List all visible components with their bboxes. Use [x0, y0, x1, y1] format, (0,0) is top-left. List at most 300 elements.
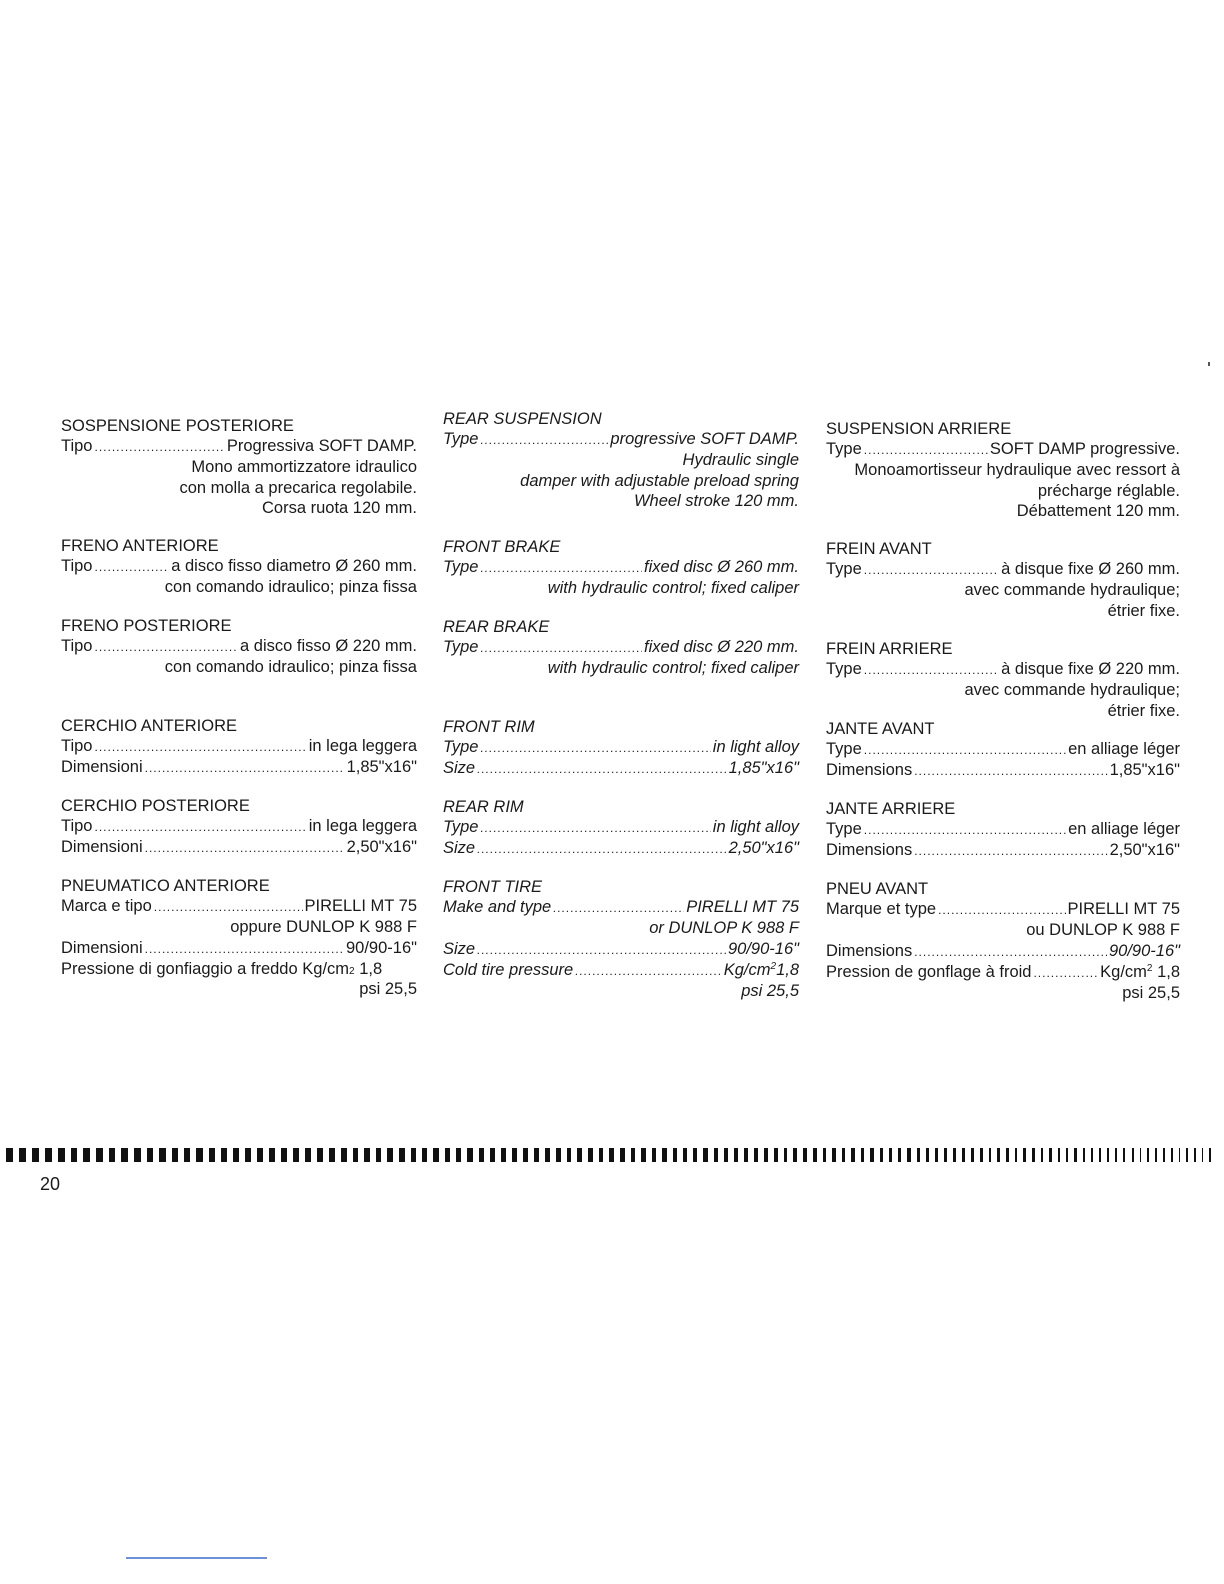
rule-bar [147, 1148, 154, 1162]
rule-bar [6, 1148, 13, 1162]
rule-bar [683, 1148, 687, 1162]
rule-bar [479, 1148, 484, 1162]
section-title: FRONT RIM [443, 718, 535, 736]
spec-label: Size [443, 759, 476, 778]
spec-row [61, 436, 417, 457]
spec-value: 90/90-16" [1109, 941, 1180, 960]
leader-dots [145, 758, 345, 778]
spec-value: a disco fisso diametro Ø 260 mm. [171, 557, 417, 576]
section-title: SOSPENSIONE POSTERIORE [61, 417, 294, 435]
rule-bar [577, 1148, 582, 1162]
spec-value: Progressiva SOFT DAMP. [226, 437, 417, 456]
leader-dots [864, 820, 1066, 840]
pressure-unit: Kg/cm [302, 959, 350, 978]
rule-bar [953, 1148, 956, 1162]
rule-bar [422, 1148, 427, 1162]
rule-bar [1049, 1148, 1051, 1162]
rule-bar [523, 1148, 528, 1162]
rule-bar [997, 1148, 1000, 1162]
spec-label: Type [443, 738, 479, 757]
rule-bar [172, 1148, 178, 1162]
rule-bar [673, 1148, 677, 1162]
leader-dots [95, 437, 225, 457]
spec-row [826, 659, 1180, 680]
rule-bar [832, 1148, 836, 1162]
fr-rear-rim [826, 799, 1180, 862]
spec-continuation: con molla a precarica regolabile. [179, 478, 417, 497]
spec-row [826, 899, 1180, 920]
pressure-value: 1,8 [776, 960, 799, 979]
spec-continuation: psi 25,5 [741, 982, 799, 1001]
spec-row [443, 838, 799, 859]
spec-row [826, 739, 1180, 760]
spec-row [61, 938, 417, 959]
spec-row [826, 819, 1180, 840]
leader-dots [145, 838, 345, 858]
section-title: FRENO ANTERIORE [61, 537, 219, 555]
spec-continuation: Mono ammortizzatore idraulico [191, 458, 417, 477]
it-front-brake [61, 536, 417, 598]
spec-label: Type [443, 558, 479, 577]
rule-bar [842, 1148, 846, 1162]
rule-bar [1147, 1148, 1149, 1162]
rule-bar [693, 1148, 697, 1162]
rule-bar [1155, 1148, 1157, 1162]
spec-label: Dimensioni [61, 758, 143, 777]
leader-dots [477, 839, 726, 859]
pressure-value: 1,8 [359, 959, 383, 978]
rule-bar [599, 1148, 604, 1162]
spec-label: Marca e tipo [61, 897, 152, 916]
rule-bar [387, 1148, 393, 1162]
spec-row [443, 737, 799, 758]
rule-bar [433, 1148, 438, 1162]
rule-bar [281, 1148, 287, 1162]
it-rear-suspension [61, 416, 417, 518]
spec-continuation: con comando idraulico; pinza fissa [164, 658, 417, 677]
rule-bar [944, 1148, 947, 1162]
spec-value: 1,85"x16" [346, 758, 417, 777]
rule-bar [1091, 1148, 1093, 1162]
rule-bar [399, 1148, 405, 1162]
rule-bar [159, 1148, 165, 1162]
rule-bar [764, 1148, 768, 1162]
rule-bar [1032, 1148, 1035, 1162]
spec-value: 90/90-16" [346, 938, 417, 957]
rule-bar [1132, 1148, 1134, 1162]
rule-bar [1115, 1148, 1117, 1162]
spec-row [826, 760, 1180, 781]
spec-label: Type [826, 560, 862, 579]
rule-bar [793, 1148, 797, 1162]
spec-row [443, 637, 799, 658]
spec-continuation: psi 25,5 [359, 980, 417, 999]
spec-label: Pressione di gonfiaggio a freddo [61, 959, 298, 978]
rule-bar [1006, 1148, 1009, 1162]
section-title: REAR SUSPENSION [443, 410, 602, 428]
fr-rear-suspension [826, 419, 1180, 521]
rule-bar [813, 1148, 817, 1162]
fr-rear-brake [826, 639, 1180, 721]
spec-continuation: avec commande hydraulique; [964, 581, 1180, 600]
rule-bar [233, 1148, 239, 1162]
leader-dots [480, 638, 642, 658]
it-front-rim [61, 716, 417, 779]
spec-value: 2,50"x16" [346, 838, 417, 857]
rule-bar [32, 1148, 39, 1162]
leader-dots [914, 761, 1107, 781]
rule-bar [898, 1148, 901, 1162]
rule-bar [703, 1148, 707, 1162]
rule-bar [823, 1148, 827, 1162]
spec-continuation: précharge réglable. [1037, 481, 1180, 500]
leader-dots [145, 939, 344, 959]
section-title: FRENO POSTERIORE [61, 617, 232, 635]
spec-value: in light alloy [712, 818, 799, 837]
scan-speck [1208, 362, 1210, 366]
spec-continuation: Monoamortisseur hydraulique avec ressort à [854, 461, 1180, 480]
spec-row [61, 736, 417, 757]
rule-bar [1140, 1148, 1142, 1162]
spec-continuation: avec commande hydraulique; [964, 681, 1180, 700]
rule-bar [1023, 1148, 1026, 1162]
rule-bar [1083, 1148, 1085, 1162]
leader-dots [95, 737, 307, 757]
spec-label: Type [826, 820, 862, 839]
rule-bar [631, 1148, 636, 1162]
spec-label: Type [443, 638, 479, 657]
section-title: REAR RIM [443, 798, 524, 816]
spec-continuation: étrier fixe. [1107, 701, 1180, 720]
rule-bar [1186, 1148, 1188, 1162]
spec-label: Dimensions [826, 941, 913, 960]
section-title: PNEUMATICO ANTERIORE [61, 877, 270, 895]
spec-value: 2,50"x16" [1109, 841, 1180, 860]
spec-label: Dimensions [826, 761, 913, 780]
spec-value: 2,50"x16" [728, 839, 799, 858]
leader-dots [154, 897, 303, 917]
section-title: FRONT TIRE [443, 878, 542, 896]
it-rear-brake [61, 616, 417, 678]
spec-continuation: or DUNLOP K 988 F [649, 919, 799, 938]
leader-dots [864, 560, 999, 580]
rule-bar [926, 1148, 929, 1162]
rule-bar [1099, 1148, 1101, 1162]
rule-bar [734, 1148, 738, 1162]
rule-bar [293, 1148, 299, 1162]
rule-bar [545, 1148, 550, 1162]
spec-label: Tipo [61, 437, 93, 456]
rule-bar [861, 1148, 864, 1162]
it-rear-rim [61, 796, 417, 859]
rule-bar [851, 1148, 855, 1162]
rule-bar [980, 1148, 983, 1162]
spec-continuation: Débattement 120 mm. [1016, 501, 1180, 520]
spec-label: Type [826, 660, 862, 679]
spec-continuation: damper with adjustable preload spring [520, 471, 799, 490]
rule-bar [221, 1148, 227, 1162]
rule-bar [353, 1148, 359, 1162]
rule-bar [588, 1148, 593, 1162]
section-title: JANTE ARRIERE [826, 800, 956, 818]
rule-bar [620, 1148, 625, 1162]
rule-bar [364, 1148, 370, 1162]
rule-bar [501, 1148, 506, 1162]
leader-dots [477, 940, 726, 960]
spec-label: Dimensioni [61, 938, 143, 957]
spec-value: PIRELLI MT 75 [1067, 900, 1180, 919]
rule-bar [71, 1148, 78, 1162]
spec-row [443, 429, 799, 450]
spec-label: Type [443, 430, 479, 449]
spec-row [443, 557, 799, 578]
spec-label: Dimensioni [61, 838, 143, 857]
rule-bar [1163, 1148, 1165, 1162]
leader-dots [480, 738, 710, 758]
spec-value: 1,85"x16" [728, 759, 799, 778]
leader-dots [480, 818, 710, 838]
rule-bar [534, 1148, 539, 1162]
en-rear-rim [443, 797, 799, 860]
rule-bar [803, 1148, 807, 1162]
spec-value: 1,85"x16" [1109, 761, 1180, 780]
rule-bar [1058, 1148, 1060, 1162]
spec-value: 90/90-16" [728, 939, 799, 958]
spec-value: PIRELLI MT 75 [686, 898, 799, 917]
spec-label: Size [443, 839, 476, 858]
rule-bar [467, 1148, 472, 1162]
spec-row [826, 840, 1180, 861]
spec-label: Tipo [61, 557, 93, 576]
rule-bar [376, 1148, 382, 1162]
section-title: JANTE AVANT [826, 720, 935, 738]
spec-row [443, 758, 799, 779]
leader-dots [95, 557, 170, 577]
rule-bar [1171, 1148, 1173, 1162]
leader-dots [914, 841, 1107, 861]
it-front-tire [61, 876, 417, 999]
leader-dots [864, 660, 999, 680]
spec-value: in lega leggera [308, 817, 417, 836]
spec-label: Type [826, 440, 862, 459]
en-front-brake [443, 537, 799, 599]
spec-value: à disque fixe Ø 220 mm. [1001, 660, 1180, 679]
spec-value: fixed disc Ø 260 mm. [644, 558, 799, 577]
rule-bar [456, 1148, 461, 1162]
gradient-bar-rule [6, 1148, 1212, 1162]
rule-bar [209, 1148, 215, 1162]
rule-bar [641, 1148, 646, 1162]
fr-front-brake [826, 539, 1180, 621]
spec-row [61, 636, 417, 657]
fr-front-rim [826, 719, 1180, 782]
rule-bar [609, 1148, 614, 1162]
pressure-unit: Kg/cm [1100, 962, 1147, 981]
rule-bar [96, 1148, 103, 1162]
leader-dots [938, 900, 1065, 920]
spec-continuation: étrier fixe. [1107, 601, 1180, 620]
spec-row [61, 837, 417, 858]
rule-bar [971, 1148, 974, 1162]
leader-dots [575, 961, 722, 981]
en-front-tire [443, 877, 799, 1001]
pressure-unit: Kg/cm [723, 960, 771, 979]
leader-dots [1033, 963, 1098, 983]
spec-row [443, 939, 799, 960]
rule-bar [1179, 1148, 1181, 1162]
rule-bar [907, 1148, 910, 1162]
spec-label: Pression de gonflage à froid [826, 962, 1032, 981]
rule-bar [1202, 1148, 1204, 1162]
spec-value: a disco fisso Ø 220 mm. [240, 637, 417, 656]
en-rear-brake [443, 617, 799, 679]
spec-continuation: ou DUNLOP K 988 F [1026, 921, 1180, 940]
rule-bar [880, 1148, 883, 1162]
rule-bar [652, 1148, 656, 1162]
unit-exponent: 2 [1146, 962, 1153, 974]
rule-bar [184, 1148, 190, 1162]
spec-value: fixed disc Ø 220 mm. [644, 638, 799, 657]
rule-bar [1041, 1148, 1044, 1162]
spec-value: in lega leggera [308, 737, 417, 756]
rule-bar [317, 1148, 323, 1162]
spec-label: Tipo [61, 817, 93, 836]
rule-bar [19, 1148, 26, 1162]
rule-bar [45, 1148, 52, 1162]
pressure-value: 1,8 [1157, 962, 1180, 981]
rule-bar [109, 1148, 116, 1162]
section-title: SUSPENSION ARRIERE [826, 420, 1012, 438]
section-title: PNEU AVANT [826, 880, 929, 898]
pressure-row: Pressione di gonfiaggio a freddo Kg/cm 2 1,8 [61, 959, 383, 978]
spec-row [61, 816, 417, 837]
spec-value: PIRELLI MT 75 [304, 897, 417, 916]
spec-continuation: Corsa ruota 120 mm. [262, 498, 417, 517]
rule-bar [1074, 1148, 1076, 1162]
spec-value: en alliage léger [1068, 740, 1180, 759]
rule-bar [411, 1148, 416, 1162]
rule-bar [445, 1148, 450, 1162]
spec-label: Cold tire pressure [443, 960, 574, 979]
rule-bar [512, 1148, 517, 1162]
leader-dots [480, 558, 642, 578]
leader-dots [864, 740, 1066, 760]
pressure-row [826, 962, 1180, 983]
spec-continuation: with hydraulic control; fixed caliper [547, 579, 799, 598]
section-title: FRONT BRAKE [443, 538, 561, 556]
rule-bar [714, 1148, 718, 1162]
leader-dots [480, 430, 608, 450]
leader-dots [95, 817, 307, 837]
spec-label: Type [826, 740, 862, 759]
rule-bar [1123, 1148, 1125, 1162]
rule-bar [1209, 1148, 1211, 1162]
rule-bar [134, 1148, 141, 1162]
spec-label: Tipo [61, 637, 93, 656]
rule-bar [962, 1148, 965, 1162]
leader-dots [553, 898, 684, 918]
leader-dots [914, 942, 1107, 962]
rule-bar [662, 1148, 666, 1162]
rule-bar [784, 1148, 788, 1162]
spec-row [61, 757, 417, 778]
spec-value: SOFT DAMP progressive. [989, 440, 1180, 459]
spec-row [443, 897, 799, 918]
rule-bar [83, 1148, 90, 1162]
spec-continuation: psi 25,5 [1122, 984, 1180, 1003]
rule-bar [269, 1148, 275, 1162]
rule-bar [196, 1148, 202, 1162]
spec-continuation: with hydraulic control; fixed caliper [547, 659, 799, 678]
section-title: REAR BRAKE [443, 618, 550, 636]
spec-continuation: oppure DUNLOP K 988 F [230, 918, 417, 937]
spec-row [61, 556, 417, 577]
spec-value: in light alloy [712, 738, 799, 757]
rule-bar [58, 1148, 65, 1162]
section-title: CERCHIO ANTERIORE [61, 717, 238, 735]
spec-value: en alliage léger [1068, 820, 1180, 839]
rule-bar [329, 1148, 335, 1162]
rule-bar [935, 1148, 938, 1162]
rule-bar [870, 1148, 873, 1162]
spec-label: Type [443, 818, 479, 837]
pressure-reading [724, 960, 799, 980]
en-front-rim [443, 717, 799, 780]
rule-bar [257, 1148, 263, 1162]
rule-bar [1015, 1148, 1018, 1162]
leader-dots [864, 440, 988, 460]
rule-bar [490, 1148, 495, 1162]
rule-bar [567, 1148, 572, 1162]
rule-bar [1107, 1148, 1109, 1162]
rule-bar [121, 1148, 128, 1162]
rule-bar [989, 1148, 992, 1162]
spec-row [826, 439, 1180, 460]
spec-label: Make and type [443, 898, 552, 917]
spec-row [61, 896, 417, 917]
rule-bar [774, 1148, 778, 1162]
leader-dots [95, 637, 239, 657]
spec-value: progressive SOFT DAMP. [610, 430, 799, 449]
rule-bar [754, 1148, 758, 1162]
pressure-reading [1100, 962, 1180, 982]
en-rear-suspension [443, 409, 799, 511]
rule-bar [724, 1148, 728, 1162]
rule-bar [245, 1148, 251, 1162]
rule-bar [305, 1148, 311, 1162]
pressure-row [443, 960, 799, 981]
page-number: 20 [40, 1174, 61, 1194]
spec-row [826, 559, 1180, 580]
rule-bar [1066, 1148, 1068, 1162]
spec-label: Marque et type [826, 900, 937, 919]
section-title: FREIN ARRIERE [826, 640, 953, 658]
section-title: CERCHIO POSTERIORE [61, 797, 250, 815]
spec-label: Tipo [61, 737, 93, 756]
spec-value: à disque fixe Ø 260 mm. [1001, 560, 1180, 579]
leader-dots [477, 759, 726, 779]
spec-row [826, 941, 1180, 962]
rule-bar [556, 1148, 561, 1162]
spec-continuation: Wheel stroke 120 mm. [633, 491, 799, 510]
spec-row [443, 817, 799, 838]
rule-bar [1194, 1148, 1196, 1162]
spec-continuation: con comando idraulico; pinza fissa [164, 578, 417, 597]
spec-continuation: Hydraulic single [682, 451, 799, 470]
rule-bar [341, 1148, 347, 1162]
rule-bar [744, 1148, 748, 1162]
rule-bar [917, 1148, 920, 1162]
